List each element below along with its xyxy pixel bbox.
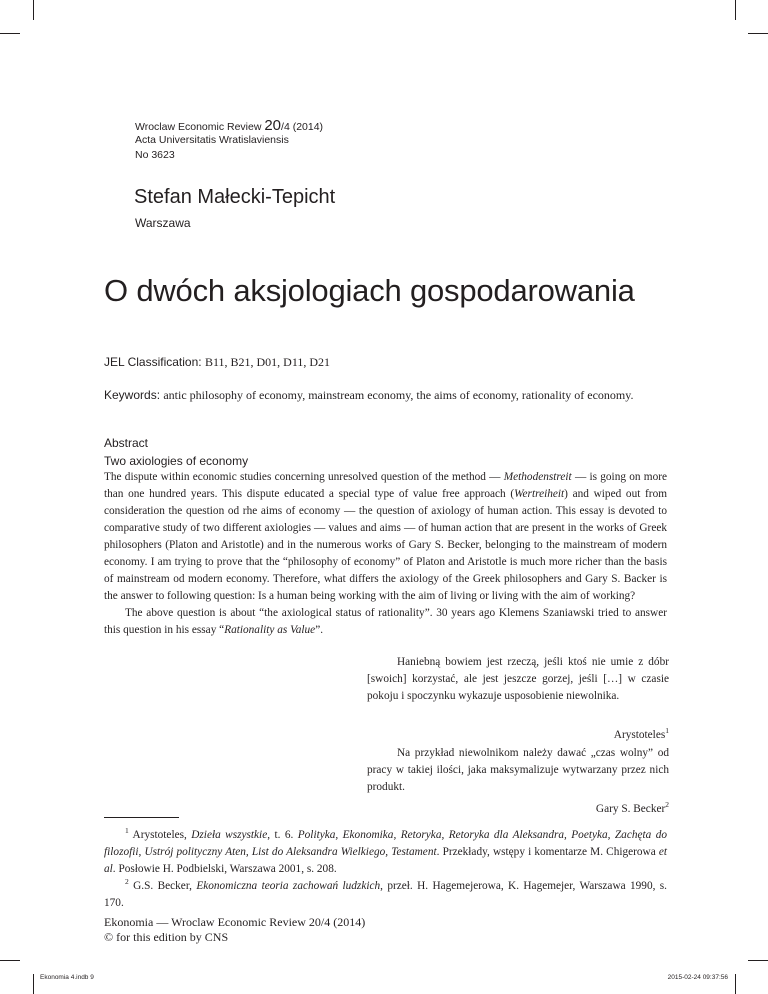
crop-mark [33, 0, 34, 20]
text-run: — is going on more than one hundred years. This dispute educated a special type of value free approach ( [104, 471, 667, 500]
footnote-divider [104, 817, 179, 818]
page-footer [104, 915, 365, 945]
epigraph-author [596, 800, 669, 815]
epigraph-quote [367, 654, 669, 705]
text-run: , t. 6. [267, 828, 298, 841]
abstract-paragraph [104, 469, 667, 605]
jel-value: B11, B21, D01, D11, D21 [204, 355, 331, 369]
text-run: , przeł. H. Hagemejerowa, K. Hagemejer, Warszawa 1990, s. 170. [104, 879, 668, 909]
text-run: Arystoteles, [128, 828, 192, 841]
author-name: Stefan Małecki-Tepicht [134, 186, 336, 208]
footnote-ref: 1 [665, 726, 669, 735]
keywords-label: Keywords: [104, 388, 164, 402]
abstract-heading: Abstract [104, 436, 149, 450]
crop-mark [0, 33, 20, 34]
text-run: The dispute within economic studies concerning unresolved question of the method — [104, 471, 504, 483]
journal-volume: 20 [264, 117, 282, 134]
footer-journal: Ekonomia — Wroclaw Economic Review 20/4 (2014) [104, 915, 366, 929]
keywords [104, 386, 670, 404]
text-run: . Posłowie H. Podbielski, Warszawa 2001, s. 208. [112, 862, 337, 875]
jel-classification [104, 355, 330, 370]
print-slug-timestamp: 2015-02-24 09:37:56 [667, 974, 728, 981]
crop-mark [735, 0, 736, 20]
crop-mark [748, 960, 768, 961]
journal-prefix: Wroclaw Economic Review [135, 121, 265, 133]
abstract-subheading: Two axiologies of economy [104, 454, 249, 468]
author-city: Warszawa [135, 216, 191, 230]
jel-label: JEL Classification: [104, 355, 205, 369]
text-run-italic: et al [104, 845, 668, 875]
epigraph-text: Na przykład niewolnikom należy dawać „czas wolny” od pracy w takiej ilości, jaka maksymalizuje wytwarzany przez nich produkt. [367, 747, 669, 793]
crop-mark [0, 960, 20, 961]
footer-copyright: © for this edition by CNS [104, 930, 229, 944]
text-run-italic: Polityka, Ekonomika, Retoryka, Retoryka dla Aleksandra, Poetyka, Zachęta do filozofii, Ustrój polityczny Aten, List do Aleksandra Wielkiego, Testament [104, 828, 667, 858]
text-run-italic: Dzieła wszystkie [191, 828, 268, 841]
text-run-italic: Ekonomiczna teoria zachowań ludzkich [196, 879, 381, 892]
abstract-body [104, 469, 667, 639]
abstract-paragraph [104, 605, 667, 639]
journal-number: No 3623 [135, 149, 175, 161]
print-slug-file: Ekonomia 4.indb 9 [40, 974, 94, 981]
text-run-italic: Rationality as Value [224, 624, 316, 636]
abstract-headings [104, 434, 248, 470]
epigraph-author-name: Gary S. Becker [595, 802, 666, 815]
epigraph-quote [367, 745, 669, 796]
epigraph-text: Haniebną bowiem jest rzeczą, jeśli ktoś nie umie z dóbr [swoich] korzystać, ale jest jeszcze gorzej, jeśli […] w czasie pokoju i spoczynku wykazuje usposobienie niewolnika. [367, 656, 669, 702]
keywords-value: antic philosophy of economy, mainstream economy, the aims of economy, rationality of economy. [163, 388, 634, 402]
text-run-italic: Methodenstreit [503, 471, 572, 483]
footnote-number: 1 [125, 826, 129, 835]
footnote-ref: 2 [665, 800, 669, 809]
journal-series: Acta Universitatis Wratislaviensis [135, 134, 289, 146]
text-run: The above question is about “the axiological status of rationality”. 30 years ago Klemens Szaniawski tried to answer this question in his essay “ [104, 607, 667, 636]
journal-issue: /4 (2014) [281, 121, 324, 133]
footnote [104, 822, 667, 878]
text-run: G.S. Becker, [128, 879, 197, 892]
text-run: . Przekłady, wstępy i komentarze M. Chigerowa [436, 845, 659, 858]
article-title: O dwóch aksjologiach gospodarowania [104, 273, 635, 308]
footnote [104, 873, 667, 912]
epigraph-author [614, 726, 669, 741]
text-run-italic: Wertreiheit [514, 488, 565, 500]
crop-mark [748, 33, 768, 34]
footnote-number: 2 [125, 877, 129, 886]
epigraph-author-name: Arystoteles [613, 728, 666, 741]
text-run: ) and wiped out from consideration the question od rhe aims of economy — the question of axiology of human action. This essay is devoted to comparative study of two different axiologies — values and aims — of human action that are present in the works of Greek philosophers (Platon and Aristotle) and in the numerous works of Gary S. Becker, belonging to the mainstream of modern economy. I am trying to prove that the “philosophy of economy” of Platon and Aristotle is much more richer than the basis of mainstream od modern economy. Therefore, what differs the axiology of the Greek philosophers and Gary S. Backer is the answer to following question: Is a human being working with the aim of living or living with the aim of working? [104, 488, 668, 602]
text-run: ”. [315, 624, 324, 636]
crop-mark [33, 974, 34, 994]
crop-mark [735, 974, 736, 994]
